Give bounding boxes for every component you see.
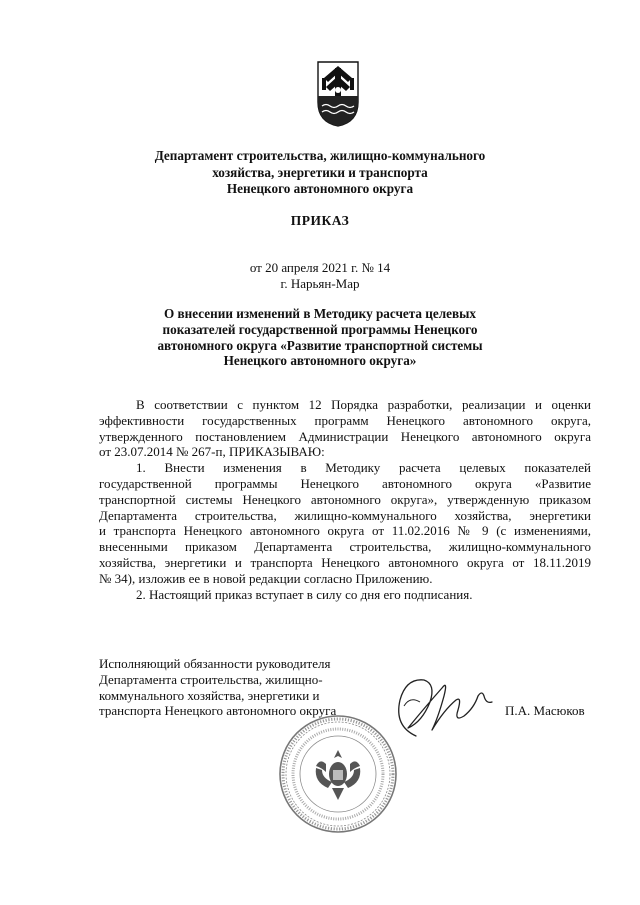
body-line: эффективности государственных программ Ненецкого автономного округа,: [99, 412, 591, 428]
body-line: внесенными приказом Департамента строительства, жилищно-коммунального: [99, 539, 591, 555]
date-line: от 20 апреля 2021 г. № 14: [249, 260, 391, 275]
date-block: [100, 260, 540, 291]
body-line: 1. Внести изменения в Методику расчета целевых показателей: [136, 460, 591, 476]
department-line: Ненецкого автономного округа: [226, 181, 414, 196]
city-line: г. Нарьян-Мар: [280, 275, 360, 291]
body-line: 2. Настоящий приказ вступает в силу со дня его подписания.: [136, 586, 473, 602]
department-line: хозяйства, энергетики и транспорта: [212, 164, 428, 180]
body-line: от 23.07.2014 № 267-п, ПРИКАЗЫВАЮ:: [99, 444, 325, 460]
handwritten-signature: [386, 666, 496, 746]
body-line: и транспорта Ненецкого автономного округа от 11.02.2016 № 9 (с изменениями,: [99, 523, 591, 539]
document-type: ПРИКАЗ: [290, 213, 350, 228]
document-subject: [100, 306, 540, 369]
body-line: утвержденного постановлением Администрации Ненецкого автономного округа: [99, 428, 591, 444]
body-line: хозяйства, энергетики и транспорта Ненецкого автономного округа от 18.11.2019: [99, 554, 591, 570]
body-line: Департамента строительства, жилищно-коммунального хозяйства, энергетики: [99, 507, 591, 523]
position-line: Департамента строительства, жилищно-: [99, 671, 323, 687]
signatory-position: [99, 656, 336, 719]
subject-line: О внесении изменений в Методику расчета целевых: [163, 306, 477, 321]
body-line: государственной программы Ненецкого автономного округа «Развитие: [99, 475, 591, 491]
signatory-name: П.А. Масюков: [505, 703, 585, 718]
department-line: Департамент строительства, жилищно-коммунального: [154, 148, 486, 163]
subject-line: показателей государственной программы Ненецкого: [162, 321, 478, 337]
body-line: В соответствии с пунктом 12 Порядка разработки, реализации и оценки: [136, 397, 591, 412]
subject-line: автономного округа «Развитие транспортной системы: [157, 337, 483, 353]
position-line: коммунального хозяйства, энергетики и: [99, 687, 320, 703]
subject-line: Ненецкого автономного округа»: [223, 353, 417, 369]
document-body: [99, 397, 591, 602]
coat-of-arms-icon: [316, 60, 360, 128]
position-line: Исполняющий обязанности руководителя: [99, 656, 331, 671]
position-line: транспорта Ненецкого автономного округа: [99, 703, 337, 719]
body-line: № 34), изложив ее в новой редакции согласно Приложению.: [99, 570, 433, 586]
department-name: [100, 148, 540, 198]
body-line: транспортной системы Ненецкого автономного округа», утвержденную приказом: [99, 491, 591, 507]
official-seal-icon: [276, 712, 400, 836]
